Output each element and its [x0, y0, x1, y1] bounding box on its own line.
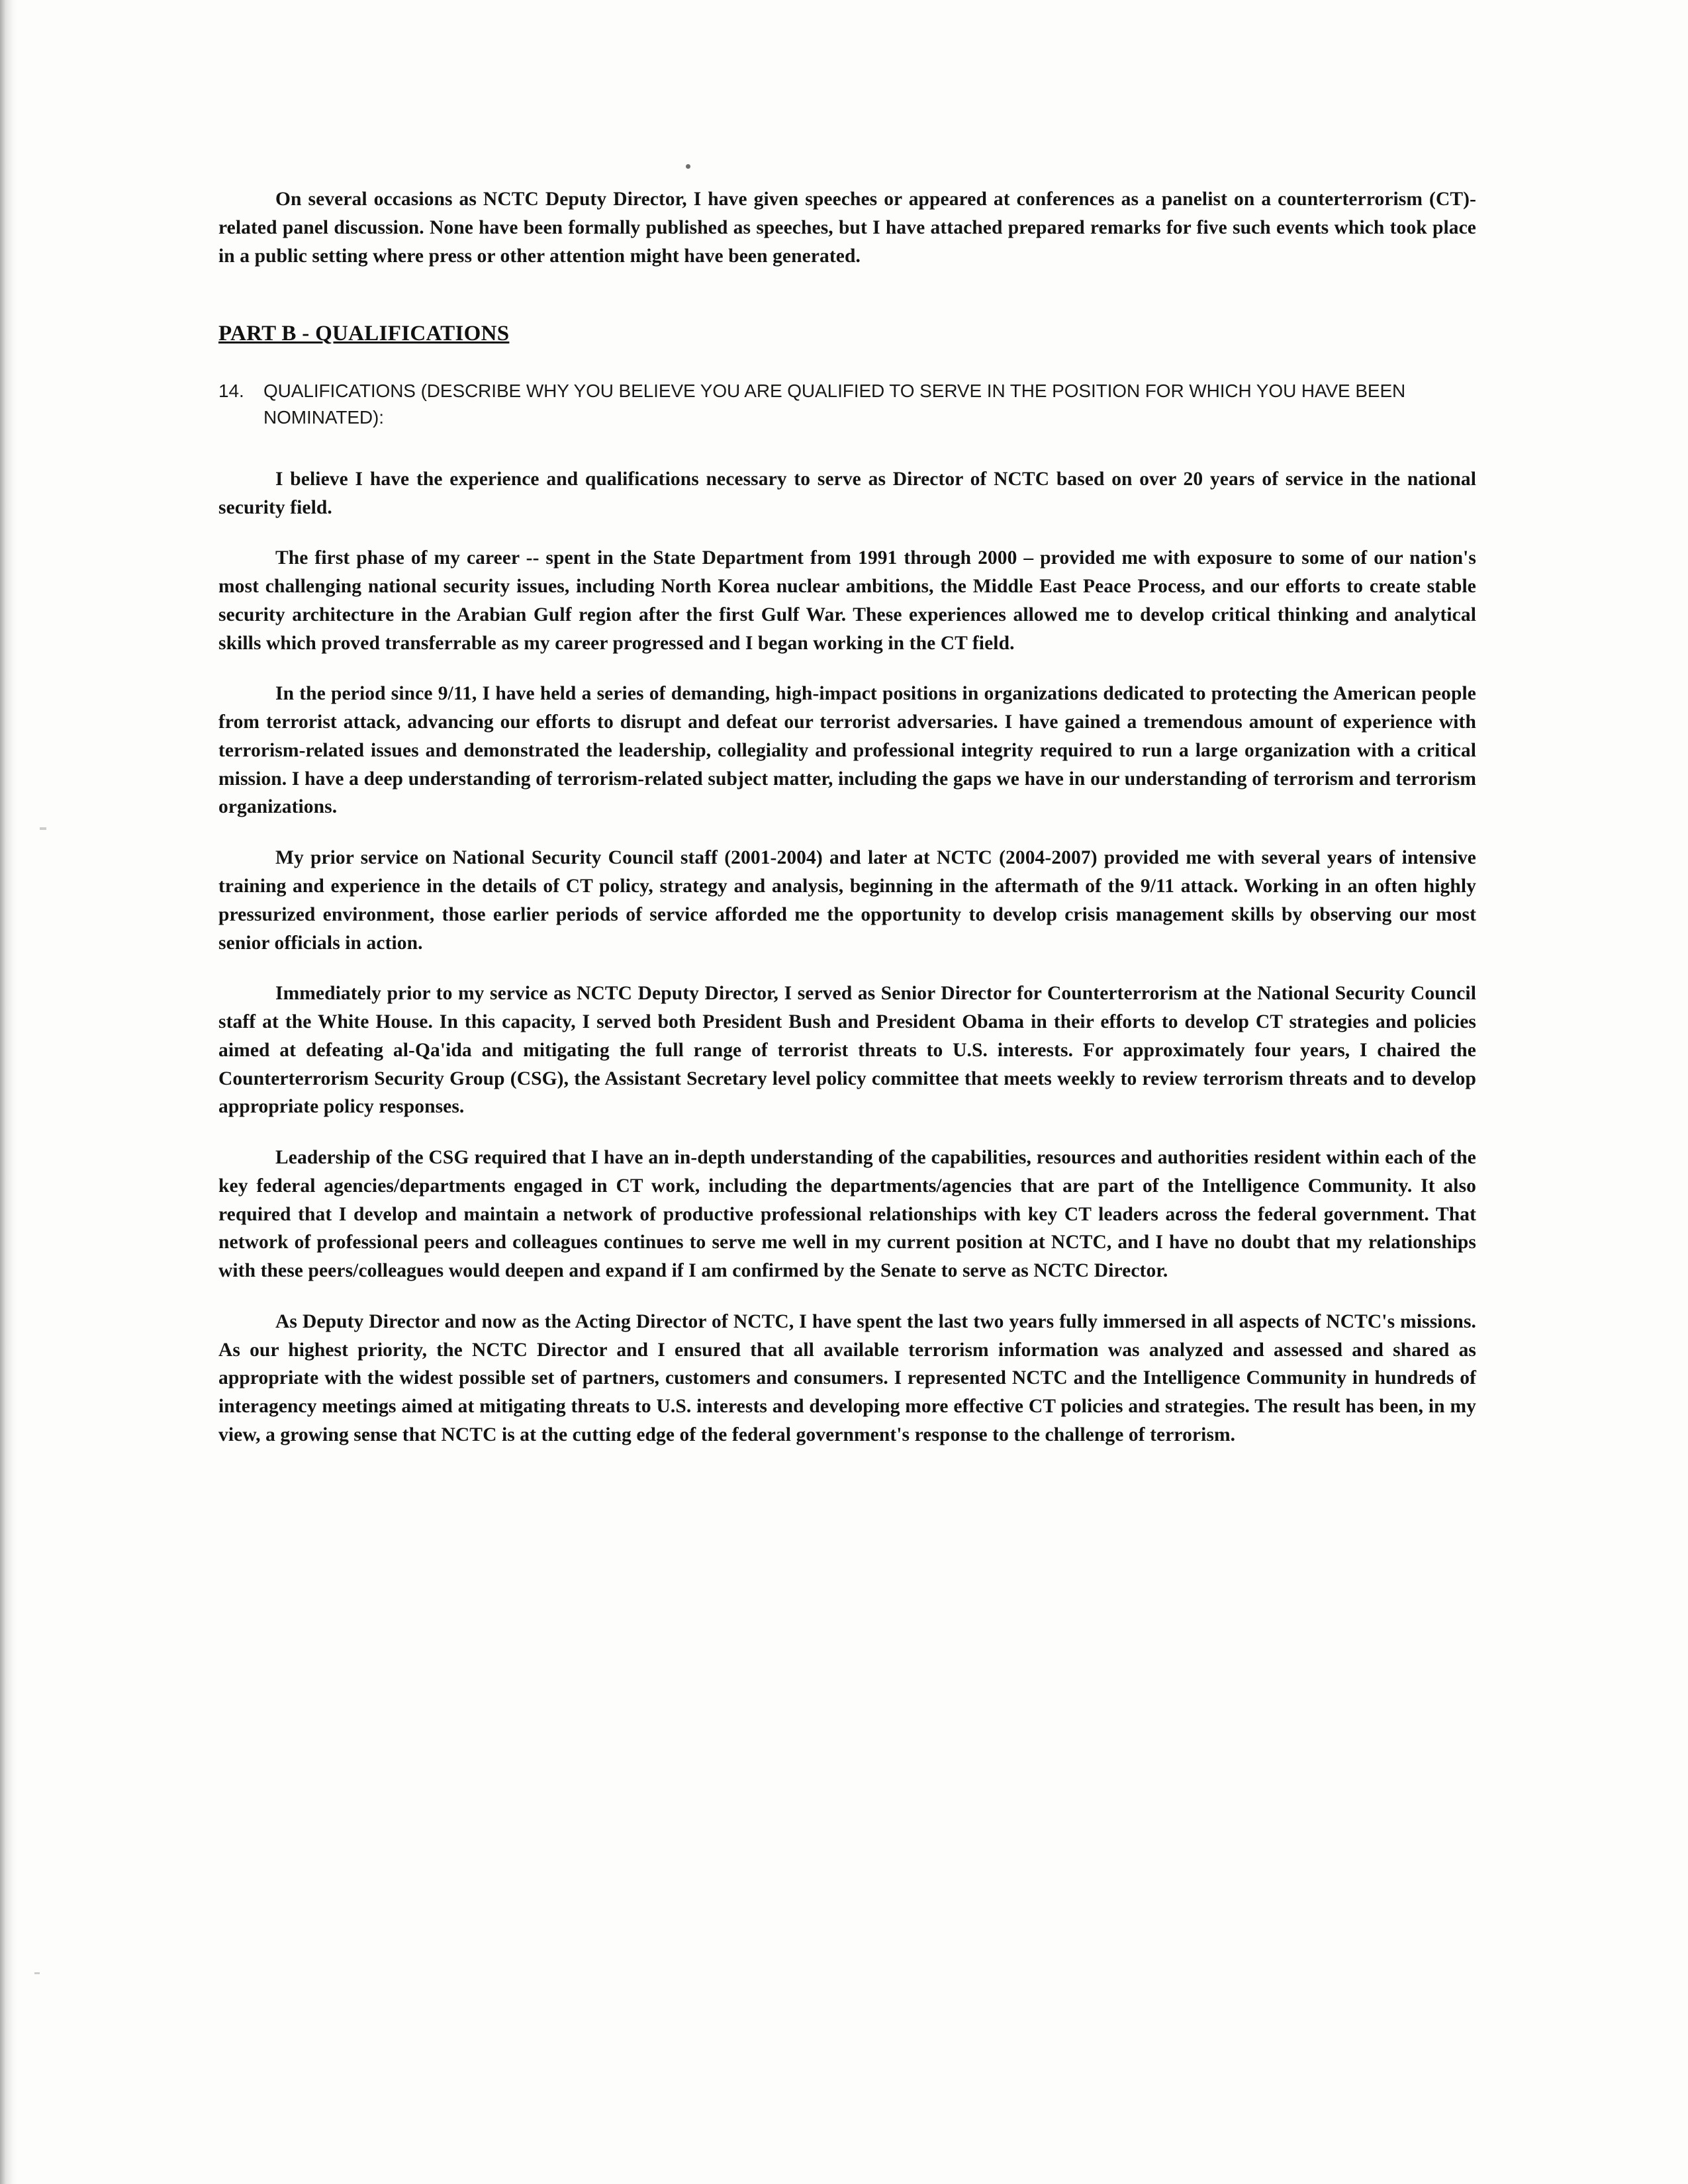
answer-paragraph-text: Leadership of the CSG required that I have an in-depth understanding of the capabilities, resources and authorities resident within each of the key federal agencies/departments engaged in CT work, including the departments/agencies that are part of the Intelligence Community. It also required that I develop and maintain a network of productive professional relationships with key CT leaders across the federal government. That network of professional peers and colleagues continues to serve me well in my current position at NCTC, and I have no doubt that my relationships with these peers/colleagues would deepen and expand if I am confirmed by the Senate to serve as NCTC Director. — [218, 1147, 1476, 1282]
question-number: 14. — [218, 381, 244, 402]
answer-paragraph — [218, 465, 1476, 522]
scan-speck — [686, 164, 690, 169]
intro-paragraph — [218, 185, 1476, 270]
scan-speck — [34, 1972, 40, 1974]
answer-paragraph-text: In the period since 9/11, I have held a series of demanding, high-impact positions in organizations dedicated to protecting the American people from terrorist attack, advancing our efforts to disrupt and defeat our terrorist adversaries. I have gained a tremendous amount of experience with terrorism-related issues and demonstrated the leadership, collegiality and professional integrity required to run a large organization with a critical mission. I have a deep understanding of terrorism-related subject matter, including the gaps we have in our understanding of terrorism and terrorism organizations. — [218, 683, 1476, 818]
answer-paragraph-text: I believe I have the experience and qualifications necessary to serve as Director of NCTC based on over 20 years of service in the national security field. — [218, 468, 1476, 518]
answer-paragraph — [218, 544, 1476, 657]
answer-paragraph — [218, 979, 1476, 1121]
answer-paragraph — [218, 680, 1476, 821]
document-body — [218, 185, 1476, 1472]
answer-paragraph — [218, 844, 1476, 957]
scan-edge-artifact — [0, 0, 17, 2184]
answer-paragraph-text: As Deputy Director and now as the Acting Director of NCTC, I have spent the last two years fully immersed in all aspects of NCTC's missions. As our highest priority, the NCTC Director and I ensured that all available terrorism information was analyzed and assessed and shared as appropriate with the widest possible set of partners, customers and consumers. I represented NCTC and the Intelligence Community in hundreds of interagency meetings aimed at mitigating threats to U.S. interests and developing more effective CT policies and strategies. The result has been, in my view, a growing sense that NCTC is at the cutting edge of the federal government's response to the challenge of terrorism. — [218, 1310, 1476, 1445]
answer-paragraph-text: Immediately prior to my service as NCTC Deputy Director, I served as Senior Director for Counterterrorism at the National Security Council staff at the White House. In this capacity, I served both President Bush and President Obama in their efforts to develop CT strategies and policies aimed at defeating al-Qa'ida and mitigating the full range of terrorist threats to U.S. interests. For approximately four years, I chaired the Counterterrorism Security Group (CSG), the Assistant Secretary level policy committee that meets weekly to review terrorism threats and to develop appropriate policy responses. — [218, 983, 1476, 1118]
intro-paragraph-text: On several occasions as NCTC Deputy Director, I have given speeches or appeared at conferences as a panelist on a counterterrorism (CT)-related panel discussion. None have been formally published as speeches, but I have attached prepared remarks for five such events which took place in a public setting where press or other attention might have been generated. — [218, 189, 1476, 267]
scan-speck — [40, 827, 46, 830]
answer-paragraph — [218, 1144, 1476, 1285]
answer-paragraph — [218, 1308, 1476, 1449]
question-text: QUALIFICATIONS (DESCRIBE WHY YOU BELIEVE YOU ARE QUALIFIED TO SERVE IN THE POSITION FOR WHICH YOU HAVE BEEN NOMINATED): — [263, 381, 1406, 428]
answer-paragraph-text: The first phase of my career -- spent in the State Department from 1991 through 2000 – provided me with exposure to some of our nation's most challenging national security issues, including North Korea nuclear ambitions, the Middle East Peace Process, and our efforts to create stable security architecture in the Arabian Gulf region after the first Gulf War. These experiences allowed me to develop critical thinking and analytical skills which proved transferrable as my career progressed and I began working in the CT field. — [218, 547, 1476, 654]
question-14 — [218, 378, 1476, 431]
part-b-heading: PART B - QUALIFICATIONS — [218, 322, 510, 346]
answer-paragraph-text: My prior service on National Security Council staff (2001-2004) and later at NCTC (2004-2007) provided me with several years of intensive training and experience in the details of CT policy, strategy and analysis, beginning in the aftermath of the 9/11 attack. Working in an often highly pressurized environment, those earlier periods of service afforded me the opportunity to develop crisis management skills by observing our most senior officials in action. — [218, 847, 1476, 954]
